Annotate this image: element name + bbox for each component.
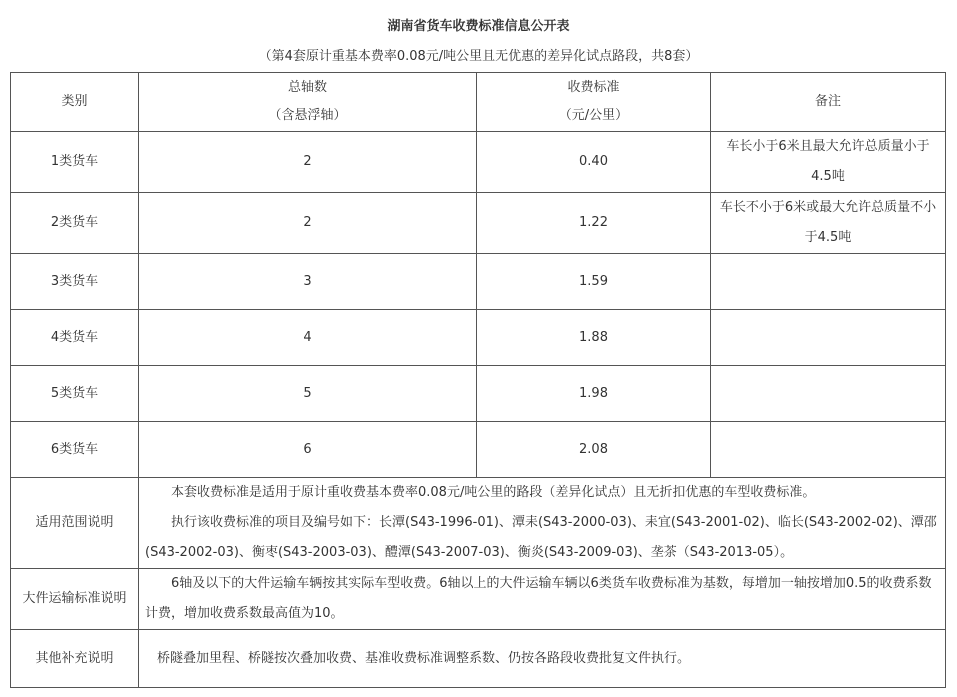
table-row — [11, 132, 946, 193]
page-title: 湖南省货车收费标准信息公开表 — [387, 19, 570, 34]
row-category: 1类货车 — [11, 132, 139, 193]
row-rate: 1.22 — [477, 193, 711, 254]
row-axles: 6 — [139, 422, 477, 478]
table-row — [11, 193, 946, 254]
header-rate-line1: 收费标准 — [567, 80, 620, 95]
row-axles: 3 — [139, 254, 477, 310]
large-transport-row — [11, 569, 946, 630]
other-notes-text: 桥隧叠加里程、桥隧按次叠加收费、基准收费标准调整系数、仍按各路段收费批复文件执行。 — [157, 650, 691, 666]
row-remarks: 车长小于6米且最大允许总质量小于4.5吨 — [711, 132, 946, 193]
row-axles: 5 — [139, 366, 477, 422]
header-category: 类别 — [11, 73, 139, 132]
row-category: 2类货车 — [11, 193, 139, 254]
row-remarks — [711, 310, 946, 366]
table-row — [11, 422, 946, 478]
large-transport-text: 6轴及以下的大件运输车辆按其实际车型收费。6轴以上的大件运输车辆以6类货车收费标准为基数，每增加一轴按增加0.5的收费系数计费，增加收费系数最高值为10。 — [145, 576, 932, 621]
row-axles: 2 — [139, 193, 477, 254]
row-category: 4类货车 — [11, 310, 139, 366]
header-axles — [139, 73, 477, 132]
scope-content — [139, 478, 946, 569]
row-rate: 1.59 — [477, 254, 711, 310]
header-row — [11, 73, 946, 132]
row-rate: 1.88 — [477, 310, 711, 366]
scope-label: 适用范围说明 — [11, 478, 139, 569]
row-rate: 0.40 — [477, 132, 711, 193]
row-remarks — [711, 254, 946, 310]
scope-para-1: 本套收费标准是适用于原计重收费基本费率0.08元/吨公里的路段（差异化试点）且无折扣优惠的车型收费标准。 — [171, 485, 816, 500]
row-rate: 2.08 — [477, 422, 711, 478]
row-remarks — [711, 422, 946, 478]
row-remarks — [711, 366, 946, 422]
table-row — [11, 366, 946, 422]
table-row — [11, 310, 946, 366]
row-axles: 4 — [139, 310, 477, 366]
row-rate: 1.98 — [477, 366, 711, 422]
other-notes-row — [11, 630, 946, 688]
other-notes-label: 其他补充说明 — [11, 630, 139, 688]
header-rate-line2: （元/公里） — [558, 108, 629, 123]
row-axles: 2 — [139, 132, 477, 193]
row-remarks: 车长不小于6米或最大允许总质量不小于4.5吨 — [711, 193, 946, 254]
scope-row — [11, 478, 946, 569]
other-notes-content — [139, 630, 946, 688]
row-category: 6类货车 — [11, 422, 139, 478]
header-rate — [477, 73, 711, 132]
row-category: 5类货车 — [11, 366, 139, 422]
page-subtitle: （第4套原计重基本费率0.08元/吨公里且无优惠的差异化试点路段，共8套） — [258, 49, 699, 64]
fee-table — [10, 72, 946, 688]
large-transport-content — [139, 569, 946, 630]
large-transport-label: 大件运输标准说明 — [11, 569, 139, 630]
table-row — [11, 254, 946, 310]
header-axles-line2: （含悬浮轴） — [268, 108, 347, 123]
header-axles-line1: 总轴数 — [287, 80, 327, 95]
header-remarks: 备注 — [711, 73, 946, 132]
scope-para-2: 执行该收费标准的项目及编号如下：长潭(S43-1996-01)、潭耒(S43-2000-03)、耒宜(S43-2001-02)、临长(S43-2002-02)、潭邵(S43-2002-03)、衡枣(S43-2003-03)、醴潭(S43-2007-03)、衡炎(S43-2009-03)、垄茶（S43-2013-05）。 — [145, 515, 937, 560]
row-category: 3类货车 — [11, 254, 139, 310]
